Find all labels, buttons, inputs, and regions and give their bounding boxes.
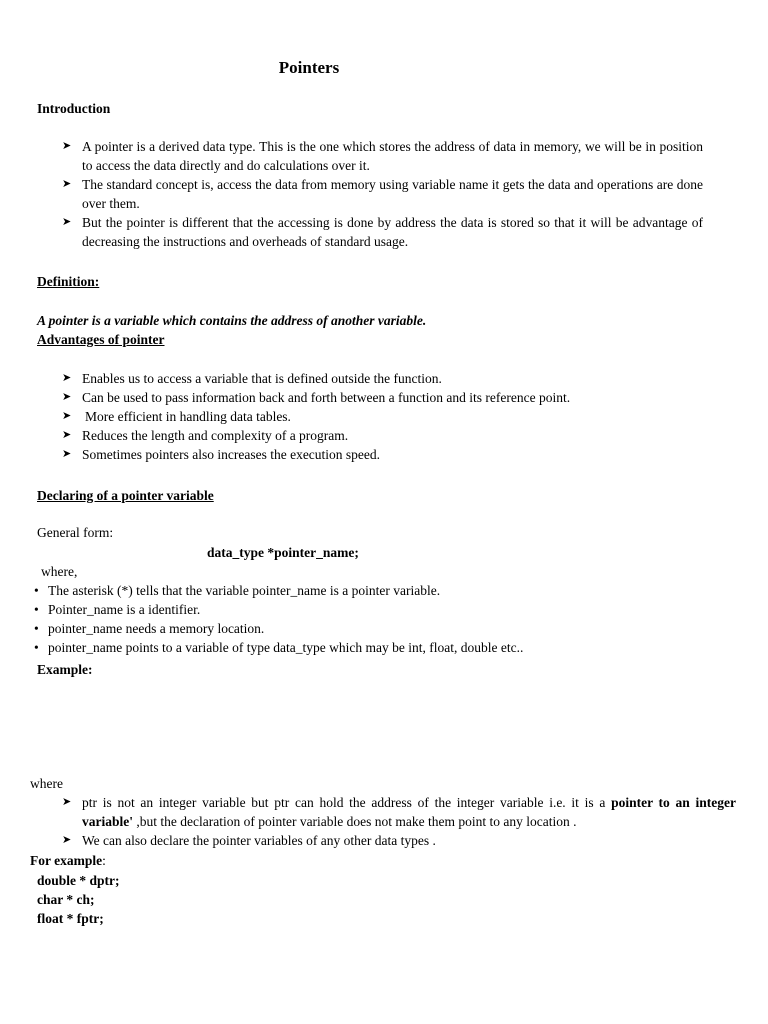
code-line: float * fptr; xyxy=(37,911,104,926)
page-title: Pointers xyxy=(278,58,340,77)
list-item: ➤ But the pointer is different that the accessing is done by address the data is stored so that it will be advantage of decreasing the instructions and overheads of standard usage. xyxy=(62,215,703,249)
arrow-bullet-icon: ➤ xyxy=(62,410,72,422)
introduction-list xyxy=(62,137,703,251)
bullet-icon: • xyxy=(34,602,39,617)
arrow-bullet-icon: ➤ xyxy=(62,796,72,808)
arrow-bullet-icon: ➤ xyxy=(62,448,72,460)
declaring-heading: Declaring of a pointer variable xyxy=(37,488,214,503)
code-line: double * dptr; xyxy=(37,873,120,888)
list-item: • The asterisk (*) tells that the variable pointer_name is a pointer variable. xyxy=(34,583,441,598)
introduction-heading: Introduction xyxy=(37,101,111,116)
list-item: ➤ ptr is not an integer variable but ptr can hold the address of the integer variable i.e. it is a pointer to an integer variable' ,but the declaration of pointer variable does not make them point to any location . xyxy=(62,795,736,829)
definition-text: A pointer is a variable which contains the address of another variable. xyxy=(37,313,427,328)
arrow-bullet-icon: ➤ xyxy=(62,372,72,384)
list-item: • pointer_name points to a variable of type data_type which may be int, float, double etc.. xyxy=(34,640,524,655)
list-item: ➤ Enables us to access a variable that is defined outside the function. xyxy=(62,371,442,386)
declaring-bullets xyxy=(34,581,714,657)
arrow-bullet-icon: ➤ xyxy=(62,429,72,441)
list-item: ➤ Can be used to pass information back and forth between a function and its reference point. xyxy=(62,390,571,405)
for-example-label: For example: xyxy=(30,853,106,868)
code-line: char * ch; xyxy=(37,892,95,907)
arrow-bullet-icon: ➤ xyxy=(62,140,72,152)
bullet-icon: • xyxy=(34,621,39,636)
where-list xyxy=(62,793,736,850)
where-label-2: where xyxy=(30,776,63,791)
bullet-icon: • xyxy=(34,583,39,598)
advantages-list xyxy=(62,369,722,464)
arrow-bullet-icon: ➤ xyxy=(62,391,72,403)
where-label: where, xyxy=(41,564,78,579)
list-item: ➤ Sometimes pointers also increases the execution speed. xyxy=(62,447,381,462)
list-item: • Pointer_name is a identifier. xyxy=(34,602,201,617)
list-item: ➤ We can also declare the pointer variables of any other data types . xyxy=(62,833,436,848)
list-item: ➤ A pointer is a derived data type. This is the one which stores the address of data in memory, we will be in position to access the data directly and do calculations over it. xyxy=(62,139,703,173)
definition-heading: Definition: xyxy=(37,274,100,289)
arrow-bullet-icon: ➤ xyxy=(62,178,72,190)
list-item: ➤ The standard concept is, access the data from memory using variable name it gets the data and operations are done over them. xyxy=(62,177,703,211)
arrow-bullet-icon: ➤ xyxy=(62,216,72,228)
list-item: ➤ More efficient in handling data tables. xyxy=(62,409,291,424)
list-item: • pointer_name needs a memory location. xyxy=(34,621,265,636)
bullet-icon: • xyxy=(34,640,39,655)
general-form-label: General form: xyxy=(37,525,114,540)
arrow-bullet-icon: ➤ xyxy=(62,834,72,846)
example-label: Example: xyxy=(37,662,93,677)
pointer-syntax: data_type *pointer_name; xyxy=(207,545,359,560)
advantages-heading: Advantages of pointer xyxy=(37,332,165,347)
list-item: ➤ Reduces the length and complexity of a program. xyxy=(62,428,349,443)
